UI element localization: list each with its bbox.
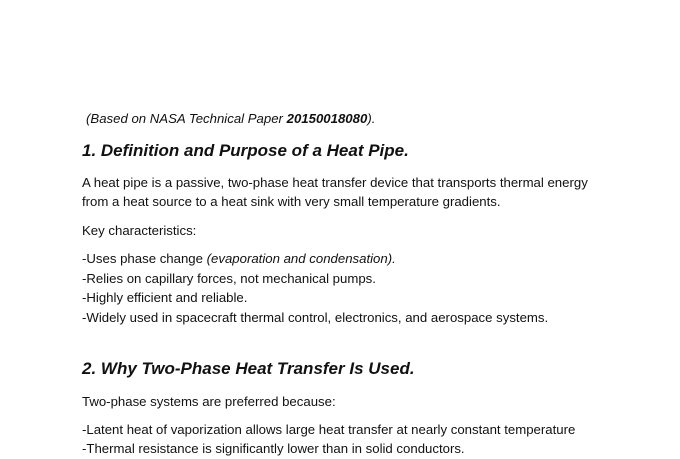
section-1-heading: 1. Definition and Purpose of a Heat Pipe.	[82, 141, 409, 160]
source-note	[86, 111, 375, 127]
bullet-capillary: -Relies on capillary forces, not mechanical pumps.	[82, 271, 376, 286]
bullet-phase-change	[82, 251, 396, 267]
section-1-paragraph-line-2: from a heat source to a heat sink with very small temperature gradients.	[82, 194, 501, 209]
bullet-widely-used: -Widely used in spacecraft thermal control, electronics, and aerospace systems.	[82, 310, 549, 325]
source-note-open: (Based on NASA Technical Paper	[86, 111, 287, 126]
source-note-close: ).	[367, 111, 376, 126]
key-characteristics-label: Key characteristics:	[82, 223, 197, 238]
bullet-phase-change-italic: (evaporation and condensation).	[206, 251, 396, 266]
bullet-thermal-resistance: -Thermal resistance is significantly lower than in solid conductors.	[82, 441, 465, 456]
section-2-intro: Two-phase systems are preferred because:	[82, 394, 336, 409]
section-2-heading: 2. Why Two-Phase Heat Transfer Is Used.	[82, 359, 415, 378]
section-1-paragraph-line-1: A heat pipe is a passive, two-phase heat transfer device that transports thermal energy	[82, 175, 588, 190]
bullet-phase-change-text: -Uses phase change	[82, 251, 207, 266]
bullet-efficient: -Highly efficient and reliable.	[82, 290, 248, 305]
paper-id: 20150018080	[286, 111, 368, 126]
bullet-latent-heat: -Latent heat of vaporization allows large heat transfer at nearly constant temperature	[82, 422, 576, 437]
